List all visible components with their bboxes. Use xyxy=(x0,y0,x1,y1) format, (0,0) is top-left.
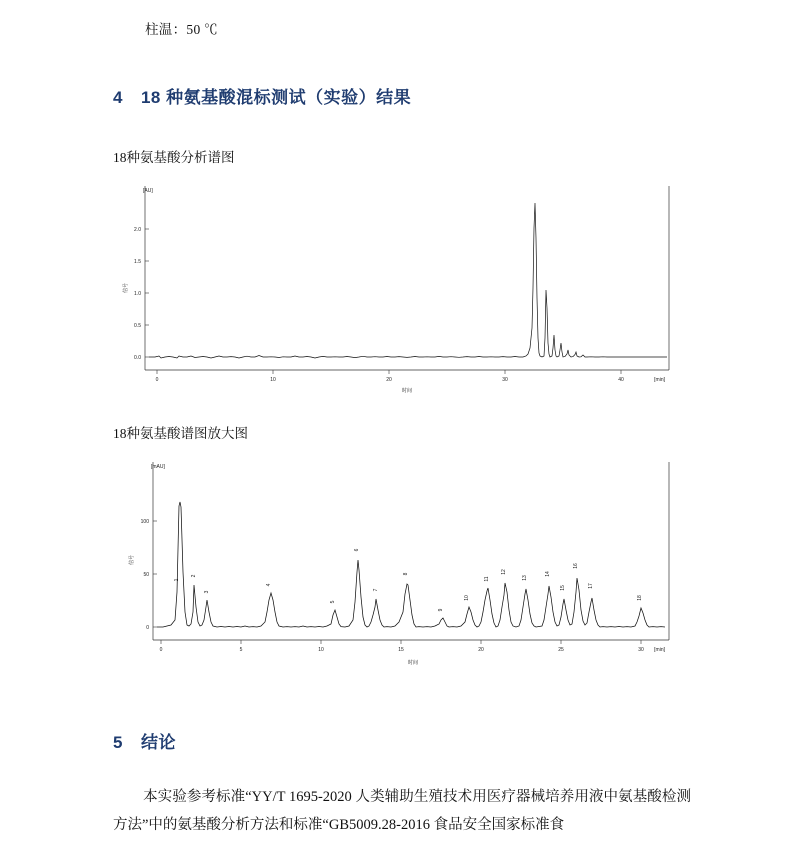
svg-text:时间: 时间 xyxy=(401,388,413,394)
svg-text:18: 18 xyxy=(637,595,643,601)
svg-text:10: 10 xyxy=(464,595,470,601)
svg-text:15: 15 xyxy=(398,647,404,653)
svg-text:10: 10 xyxy=(318,647,324,653)
svg-text:25: 25 xyxy=(558,647,564,653)
svg-text:[min]: [min] xyxy=(654,377,665,383)
svg-text:40: 40 xyxy=(618,377,624,383)
svg-text:[AU]: [AU] xyxy=(143,188,153,194)
svg-text:[mAU]: [mAU] xyxy=(151,464,165,470)
svg-text:20: 20 xyxy=(478,647,484,653)
figure-2-caption: 18种氨基酸谱图放大图 xyxy=(113,426,248,441)
section-number-5: 5 xyxy=(113,733,123,752)
svg-text:5: 5 xyxy=(330,600,336,604)
svg-text:0: 0 xyxy=(155,377,159,383)
figure-1-svg xyxy=(113,178,687,402)
svg-text:30: 30 xyxy=(502,377,508,383)
svg-text:9: 9 xyxy=(438,608,444,612)
svg-text:0.0: 0.0 xyxy=(134,355,141,361)
column-temperature-line: 柱温：50 ℃ xyxy=(145,22,218,37)
svg-text:1.0: 1.0 xyxy=(134,291,141,297)
svg-text:4: 4 xyxy=(266,583,272,587)
svg-text:[min]: [min] xyxy=(654,647,665,653)
svg-text:16: 16 xyxy=(573,563,579,569)
svg-text:信号: 信号 xyxy=(129,554,135,566)
figure-1-chromatogram xyxy=(113,178,687,402)
section-title-5: 结论 xyxy=(140,733,176,752)
svg-text:8: 8 xyxy=(403,572,409,576)
svg-text:2: 2 xyxy=(191,574,197,578)
figure-2-zoomed-chromatogram xyxy=(113,452,687,680)
svg-text:30: 30 xyxy=(638,647,644,653)
section-heading-4 xyxy=(113,83,411,108)
svg-text:0.5: 0.5 xyxy=(134,323,141,329)
svg-text:17: 17 xyxy=(588,583,594,589)
paragraph-text: 本实验参考标准“YY/T 1695-2020 人类辅助生殖技术用医疗器械培养用液中氨基酸检测方法”中的氨基酸分析方法和标准“GB5009.28-2016 食品安全国家标准食 xyxy=(113,789,691,833)
svg-text:20: 20 xyxy=(386,377,392,383)
svg-text:13: 13 xyxy=(522,575,528,581)
svg-text:15: 15 xyxy=(560,585,566,591)
svg-text:11: 11 xyxy=(484,576,490,582)
svg-text:14: 14 xyxy=(545,571,551,577)
figure-1-caption: 18种氨基酸分析谱图 xyxy=(113,150,235,165)
section-heading-5 xyxy=(113,728,176,753)
svg-text:50: 50 xyxy=(143,572,149,578)
section-title-4: 18 种氨基酸混标测试（实验）结果 xyxy=(140,88,412,107)
svg-text:10: 10 xyxy=(270,377,276,383)
svg-text:信号: 信号 xyxy=(123,282,129,294)
svg-text:12: 12 xyxy=(501,569,507,575)
svg-text:3: 3 xyxy=(204,590,210,594)
svg-text:2.0: 2.0 xyxy=(134,227,141,233)
section-number-4: 4 xyxy=(113,88,123,107)
svg-text:5: 5 xyxy=(239,647,243,653)
svg-text:1: 1 xyxy=(174,578,180,582)
svg-text:7: 7 xyxy=(373,588,379,592)
svg-text:100: 100 xyxy=(140,519,149,525)
svg-text:0: 0 xyxy=(159,647,163,653)
conclusion-paragraph xyxy=(113,783,691,839)
svg-text:0: 0 xyxy=(146,625,149,631)
svg-text:时间: 时间 xyxy=(407,660,419,666)
figure-2-svg xyxy=(113,452,687,680)
svg-text:1.5: 1.5 xyxy=(134,259,141,265)
svg-text:6: 6 xyxy=(354,548,360,552)
